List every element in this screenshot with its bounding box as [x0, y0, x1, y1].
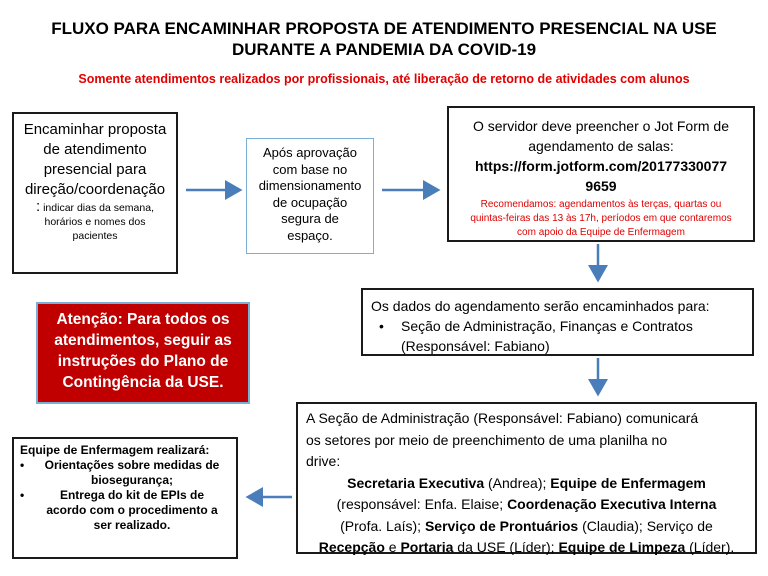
step-2-line-5: segura de — [281, 211, 339, 226]
attention-alert — [36, 302, 250, 404]
sector-prontuarios-lead: (Claudia); Serviço de — [578, 517, 713, 534]
step-2-line-1: Após aprovação — [263, 145, 357, 160]
note-line-3: com apoio da Equipe de Enfermagem — [517, 227, 685, 238]
sector-secretaria-lead: (Andrea); — [484, 474, 551, 491]
alert-line-3: instruções do Plano de — [57, 353, 229, 370]
step-2-line-4: de ocupação — [272, 194, 348, 210]
sector-coordenacao: Coordenação Executiva Interna — [507, 496, 717, 512]
step-5-sectors-3 — [306, 516, 747, 538]
step-6-item-2 — [20, 488, 230, 533]
bullet: • — [379, 318, 384, 334]
step-3-line-2: agendamento de salas: — [528, 138, 674, 154]
bullet: • — [20, 458, 25, 472]
step-6-heading: Equipe de Enfermagem realizará: — [20, 443, 210, 457]
bullet: • — [20, 488, 25, 502]
sector-secretaria: Secretaria Executiva — [347, 474, 485, 491]
title-line-2: DURANTE A PANDEMIA DA COVID-19 — [231, 40, 537, 59]
step-6-item-2c: ser realizado. — [93, 518, 171, 532]
step-6-item-1-text — [34, 458, 230, 488]
sector-limpeza-lead: (Líder). — [685, 539, 735, 555]
sector-enfermagem-lead: (responsável: Enfa. Elaise; — [336, 496, 508, 512]
step-5-sectors-2 — [306, 494, 747, 516]
step-1-small-1: indicar dias da semana, — [43, 202, 154, 214]
sector-portaria: Portaria — [400, 539, 454, 555]
step-1-line-2: de atendimento — [43, 141, 147, 158]
step-1-small-2: horários e nomes dos — [44, 216, 146, 228]
step-3-box — [447, 106, 755, 242]
step-4-intro: Os dados do agendamento serão encaminhados para: — [371, 298, 710, 314]
step-5-line-2: os setores por meio de preenchimento de uma planilha no — [306, 431, 668, 448]
sector-enfermagem: Equipe de Enfermagem — [550, 474, 706, 491]
step-2-line-2: com base no — [272, 161, 348, 177]
step-4-bullet-item — [371, 316, 744, 336]
step-3-line-1: O servidor deve preencher o Jot Form de — [472, 118, 729, 134]
step-1-line-4: direção/coordenação — [24, 181, 166, 198]
step-5-line-3: drive: — [306, 453, 341, 469]
step-6-item-2a: Entrega do kit de EPIs de — [59, 488, 205, 502]
alert-line-4: Contingência da USE. — [62, 374, 224, 391]
step-6-box — [12, 437, 238, 559]
step-4-item-1: Seção de Administração, Finanças e Contratos — [401, 318, 693, 334]
step-2-box — [246, 138, 374, 254]
sector-portaria-lead: da USE (Líder); — [453, 539, 559, 555]
step-3-recommendation — [455, 198, 747, 240]
sector-recepcao: Recepção — [318, 539, 385, 555]
step-6-item-1 — [20, 458, 230, 488]
step-1-line-3: presencial para — [43, 161, 147, 178]
sector-prontuarios: Serviço de Prontuários — [424, 517, 579, 534]
title-line-1: FLUXO PARA ENCAMINHAR PROPOSTA DE ATENDIMENTO PRESENCIAL NA USE — [51, 19, 717, 38]
subtitle: Somente atendimentos realizados por profissionais, até liberação de retorno de atividades com alunos — [78, 72, 690, 86]
step-6-item-2b: acordo com o procedimento a — [46, 503, 218, 517]
step-5-sectors-4 — [306, 537, 747, 559]
step-6-item-1b: biosegurança; — [90, 473, 174, 487]
jotform-link-cont[interactable]: 9659 — [585, 178, 617, 194]
alert-line-2: atendimentos, seguir as — [54, 332, 232, 349]
step-6-item-2-text — [34, 488, 230, 533]
step-1-colon: : — [36, 198, 41, 215]
step-4-box — [361, 288, 754, 356]
step-2-line-3: dimensionamento — [258, 178, 362, 193]
jotform-link[interactable]: https://form.jotform.com/20177330077 — [474, 158, 728, 174]
step-2-line-6: espaço. — [287, 227, 333, 243]
step-1-box — [12, 112, 178, 274]
step-6-item-1a: Orientações sobre medidas de — [44, 458, 220, 472]
step-1-detail — [18, 200, 172, 215]
step-1-small-3: pacientes — [72, 230, 118, 242]
sector-limpeza: Equipe de Limpeza — [558, 539, 686, 555]
step-5-sectors-1 — [306, 473, 747, 495]
step-5-box — [296, 402, 757, 554]
step-5-line-1: A Seção de Administração (Responsável: Fabiano) comunicará — [306, 410, 699, 426]
conjunction: e — [384, 539, 401, 555]
step-4-item-2: (Responsável: Fabiano) — [401, 338, 550, 354]
note-line-1: Recomendamos: agendamentos às terças, quartas ou — [480, 199, 722, 210]
alert-line-1: Atenção: Para todos os — [56, 311, 230, 328]
note-line-2: quintas-feiras das 13 às 17h, períodos em que contaremos — [470, 213, 732, 224]
step-1-line-1: Encaminhar proposta — [23, 121, 167, 138]
sector-coordenacao-lead: (Profa. Laís); — [340, 517, 425, 534]
